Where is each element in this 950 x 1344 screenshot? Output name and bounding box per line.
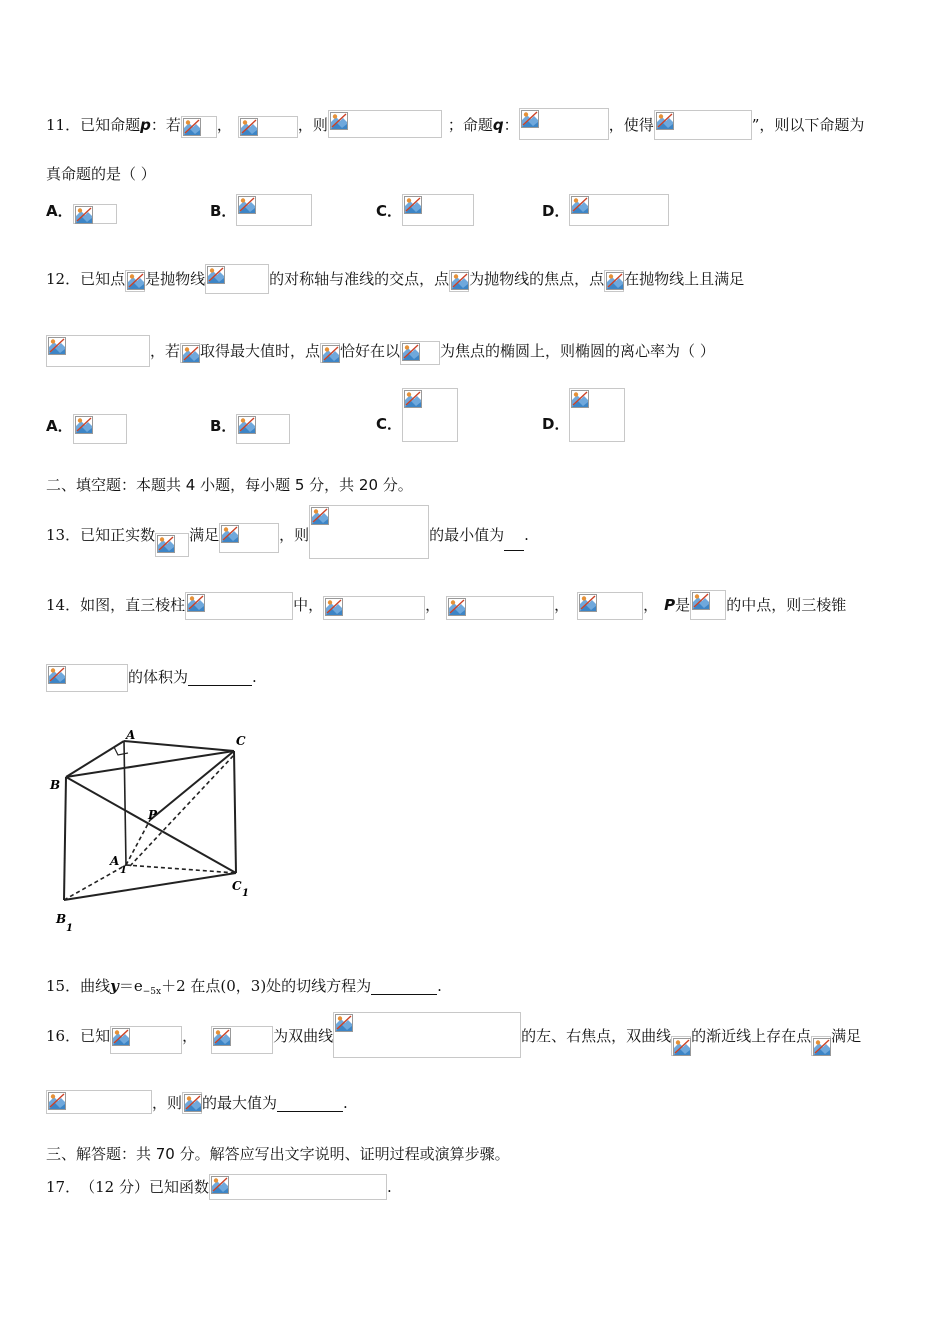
- option-d[interactable]: [542, 194, 669, 228]
- answer-blank[interactable]: [371, 976, 437, 995]
- edge-cc1: [234, 751, 236, 873]
- broken-image-icon: [48, 666, 66, 684]
- edge-aa1: [124, 741, 126, 865]
- q11-p: p: [140, 116, 151, 134]
- broken-image-icon: [238, 416, 256, 434]
- q11-text: 已知命题: [80, 116, 141, 134]
- option-label: D．: [542, 415, 570, 433]
- q17-text: （12 分）已知函数: [80, 1178, 209, 1196]
- q14-text: 如图，直三棱柱: [80, 596, 186, 614]
- q15-exponent: −5x: [142, 987, 162, 997]
- q11-text: ；命题: [447, 116, 493, 134]
- broken-image-icon: [187, 594, 205, 612]
- section-heading: 三、解答题：共 70 分。解答应写出文字说明、证明过程或演算步骤。: [46, 1145, 510, 1163]
- answer-blank[interactable]: [277, 1093, 343, 1112]
- q12-text: 为焦点的椭圆上，则椭圆的离心率为（ ）: [440, 342, 715, 360]
- broken-image-icon: [673, 1038, 691, 1056]
- broken-image-icon: [325, 598, 343, 616]
- option-c[interactable]: [376, 386, 458, 444]
- q15-y: y: [110, 977, 119, 995]
- q12-text: 是抛物线: [145, 270, 206, 288]
- edge-a1p: [126, 820, 150, 865]
- q16-line2: [46, 1086, 348, 1120]
- option-c[interactable]: [376, 194, 474, 228]
- q14-line2: [46, 660, 257, 694]
- label-b1-sub: 1: [66, 923, 73, 934]
- edge-a1c: [130, 755, 234, 866]
- q14-line1: [46, 588, 846, 622]
- q15-line: [46, 969, 442, 1003]
- edge-b1c1: [64, 873, 236, 900]
- label-p: P: [148, 808, 158, 822]
- formula-image: [604, 270, 624, 292]
- broken-image-icon: [404, 196, 422, 214]
- q12-text: 的对称轴与准线的交点，点: [269, 270, 450, 288]
- option-b[interactable]: [210, 194, 312, 228]
- q13-text: 满足: [189, 526, 220, 544]
- q13-line: [46, 505, 529, 553]
- formula-image: [654, 110, 752, 140]
- formula-image: [125, 270, 145, 292]
- broken-image-icon: [404, 390, 422, 408]
- question-number: 11．: [46, 116, 81, 134]
- broken-image-icon: [322, 345, 340, 363]
- answer-blank[interactable]: [188, 667, 252, 686]
- q12-line1: [46, 262, 744, 296]
- question-number: 12．: [46, 270, 81, 288]
- broken-image-icon: [207, 266, 225, 284]
- q16-text: 的左、右焦点，双曲线: [521, 1027, 672, 1045]
- q16-text: ，: [182, 1027, 198, 1045]
- q13-text: ，则: [279, 526, 310, 544]
- q14-text: 的中点，则三棱锥: [726, 596, 847, 614]
- q15-text: ＋2 在点(0，3)处的切线方程为: [161, 977, 372, 995]
- formula-image: [309, 505, 429, 559]
- broken-image-icon: [571, 196, 589, 214]
- broken-image-icon: [656, 112, 674, 130]
- q14-text: .: [252, 668, 257, 686]
- broken-image-icon: [330, 112, 348, 130]
- broken-image-icon: [48, 1092, 66, 1110]
- q11-text: ：: [503, 116, 519, 134]
- q16-text: 为双曲线: [273, 1027, 334, 1045]
- option-b[interactable]: [210, 406, 290, 446]
- q14-text: ，: [643, 596, 659, 614]
- q16-text: 的最大值为: [202, 1094, 278, 1112]
- option-a[interactable]: [46, 406, 127, 446]
- q12-text: 取得最大值时，点: [200, 342, 321, 360]
- formula-image: [402, 194, 474, 226]
- q16-text: 的渐近线上存在点: [691, 1027, 812, 1045]
- q13-text: .: [524, 526, 529, 544]
- label-c: C: [236, 734, 246, 748]
- broken-image-icon: [402, 343, 420, 361]
- formula-image: [449, 270, 469, 292]
- broken-image-icon: [48, 337, 66, 355]
- option-label: D．: [542, 202, 570, 220]
- formula-image: [73, 204, 117, 224]
- q12-text: 已知点: [80, 270, 126, 288]
- q12-text: 在抛物线上且满足: [624, 270, 745, 288]
- broken-image-icon: [692, 592, 710, 610]
- formula-image: [402, 388, 458, 442]
- section-heading: 二、填空题：本题共 4 小题，每小题 5 分，共 20 分。: [46, 476, 413, 494]
- option-label: C．: [376, 415, 403, 433]
- q11-text: 真命题的是（ ）: [46, 165, 156, 183]
- q14-text: ，: [425, 596, 441, 614]
- edge-a1c1: [126, 865, 236, 873]
- q14-text: 中，: [293, 596, 324, 614]
- broken-image-icon: [75, 416, 93, 434]
- broken-image-icon: [183, 118, 201, 136]
- formula-image: [181, 116, 217, 138]
- formula-image: [180, 343, 200, 363]
- formula-image: [110, 1026, 182, 1054]
- formula-image: [323, 596, 425, 620]
- formula-image: [328, 110, 442, 138]
- q16-line1: [46, 1012, 861, 1056]
- option-label: B．: [210, 417, 237, 435]
- formula-image: [46, 335, 150, 367]
- edge-bc: [66, 751, 234, 777]
- right-angle-mark: [114, 747, 128, 755]
- broken-image-icon: [112, 1028, 130, 1046]
- formula-image: [569, 194, 669, 226]
- formula-image: [219, 523, 279, 553]
- question-number: 14．: [46, 596, 81, 614]
- prism-figure: [46, 725, 266, 940]
- q11-line1: [46, 108, 864, 142]
- q16-text: .: [343, 1094, 348, 1112]
- answer-blank[interactable]: [504, 532, 524, 551]
- formula-image: [236, 414, 290, 444]
- formula-image: [577, 592, 643, 620]
- formula-image: [236, 194, 312, 226]
- q12-text: ，若: [150, 342, 181, 360]
- broken-image-icon: [75, 206, 93, 224]
- q11-text: ，: [216, 116, 232, 134]
- q16-text: ，则: [152, 1094, 183, 1112]
- option-label: A．: [46, 202, 73, 220]
- broken-image-icon: [335, 1014, 353, 1032]
- q17-line: [46, 1170, 392, 1204]
- q11-line2: [46, 157, 156, 191]
- broken-image-icon: [221, 525, 239, 543]
- q13-text: 已知正实数: [80, 526, 156, 544]
- q14-text: ，: [554, 596, 570, 614]
- formula-image: [46, 664, 128, 692]
- q13-text: 的最小值为: [429, 526, 505, 544]
- broken-image-icon: [579, 594, 597, 612]
- question-number: 13．: [46, 526, 81, 544]
- formula-image: [320, 343, 340, 363]
- broken-image-icon: [448, 598, 466, 616]
- q16-text: 已知: [80, 1027, 111, 1045]
- question-number: 15．: [46, 977, 81, 995]
- formula-image: [569, 388, 625, 442]
- broken-image-icon: [311, 507, 329, 525]
- q14-text: 的体积为: [128, 668, 189, 686]
- label-c1: C: [232, 879, 242, 893]
- formula-image: [73, 414, 127, 444]
- broken-image-icon: [521, 110, 539, 128]
- formula-image: [400, 341, 440, 365]
- broken-image-icon: [127, 272, 145, 290]
- label-b1: B: [56, 912, 67, 926]
- label-a1: A: [110, 854, 120, 868]
- formula-image: [211, 1026, 273, 1054]
- option-label: A．: [46, 417, 73, 435]
- formula-image: [182, 1092, 202, 1114]
- formula-image: [238, 116, 298, 138]
- broken-image-icon: [213, 1028, 231, 1046]
- formula-image: [811, 1036, 831, 1056]
- broken-image-icon: [606, 272, 624, 290]
- formula-image: [209, 1174, 387, 1200]
- broken-image-icon: [184, 1094, 202, 1112]
- label-b: B: [50, 778, 61, 792]
- formula-image: [446, 596, 554, 620]
- option-a[interactable]: [46, 194, 117, 228]
- label-a1-sub: 1: [120, 865, 127, 876]
- formula-image: [690, 590, 726, 620]
- label-a: A: [126, 728, 136, 742]
- broken-image-icon: [571, 390, 589, 408]
- q15-text: 曲线: [80, 977, 111, 995]
- option-d[interactable]: [542, 386, 625, 444]
- broken-image-icon: [238, 196, 256, 214]
- label-c1-sub: 1: [242, 888, 249, 899]
- broken-image-icon: [813, 1038, 831, 1056]
- formula-image: [46, 1090, 152, 1114]
- formula-image: [205, 264, 269, 294]
- formula-image: [155, 533, 189, 557]
- question-number: 17．: [46, 1178, 81, 1196]
- q11-text: ：若: [150, 116, 181, 134]
- q11-text: ”，则以下命题为: [751, 116, 865, 134]
- q16-text: 满足: [831, 1027, 862, 1045]
- q11-text: ，使得: [608, 116, 654, 134]
- q12-line2: [46, 333, 715, 369]
- edge-bb1: [64, 777, 66, 900]
- formula-image: [519, 108, 609, 140]
- formula-image: [671, 1036, 691, 1056]
- q17-text: .: [386, 1178, 392, 1196]
- q12-text: 恰好在以: [340, 342, 401, 360]
- q15-text: ＝e: [118, 977, 143, 995]
- q11-q: q: [492, 116, 504, 134]
- broken-image-icon: [211, 1176, 229, 1194]
- q15-text: .: [437, 977, 442, 995]
- broken-image-icon: [451, 272, 469, 290]
- point-p: P: [664, 596, 676, 614]
- q12-text: 为抛物线的焦点，点: [469, 270, 605, 288]
- broken-image-icon: [182, 345, 200, 363]
- edge-bc1: [66, 777, 236, 873]
- formula-image: [185, 592, 293, 620]
- option-label: B．: [210, 202, 237, 220]
- option-label: C．: [376, 202, 403, 220]
- question-number: 16．: [46, 1027, 81, 1045]
- q11-text: ，则: [297, 116, 328, 134]
- broken-image-icon: [157, 535, 175, 553]
- q14-text: 是: [675, 596, 691, 614]
- formula-image: [333, 1012, 521, 1058]
- edge-ac: [124, 741, 234, 751]
- broken-image-icon: [240, 118, 258, 136]
